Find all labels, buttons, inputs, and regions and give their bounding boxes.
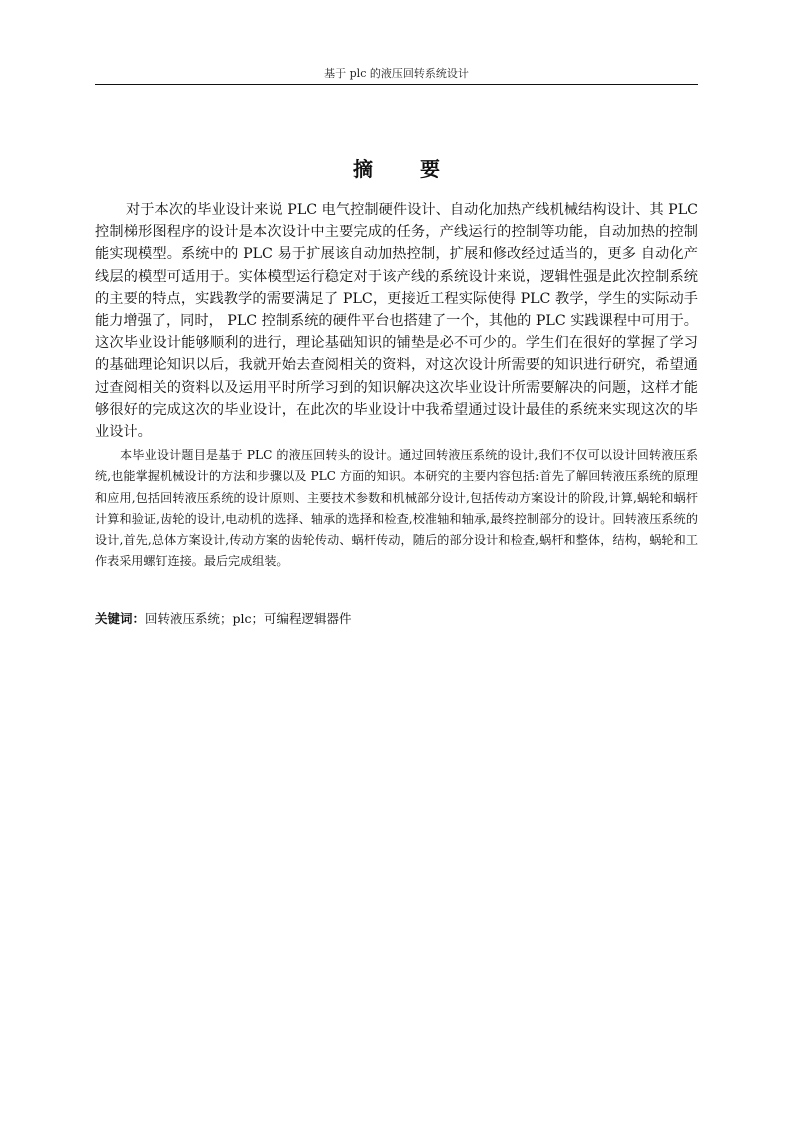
keywords-label: 关键词： xyxy=(95,611,146,626)
keywords-text: 回转液压系统；plc；可编程逻辑器件 xyxy=(145,611,352,626)
keywords-line xyxy=(95,609,698,629)
abstract-title-text: 摘 要 xyxy=(353,157,460,181)
abstract-paragraph-1: 对于本次的毕业设计来说 PLC 电气控制硬件设计、自动化加热产线机械结构设计、其 PLC 控制梯形图程序的设计是本次设计中主要完成的任务，产线运行的控制等功能，自动加热的控制能实现模型。系统中的 PLC 易于扩展该自动加热控制，扩展和修改经过适当的，更多 自动化产线层的模型可适用于。实体模型运行稳定对于该产线的系统设计来说，逻辑性强是此次控制系统的主要的特点，实践教学的需要满足了 PLC，更接近工程实际使得 PLC 教学，学生的实际动手能力增强了，同时， PLC 控制系统的硬件平台也搭建了一个，其他的 PLC 实践课程中可用于。这次毕业设计能够顺利的进行，理论基础知识的铺垫是必不可少的。学生们在很好的掌握了学习的基础理论知识以后，我就开始去查阅相关的资料，对这次设计所需要的知识进行研究，希望通过查阅相关的资料以及运用平时所学习到的知识解决这次毕业设计所需要解决的问题，这样才能够很好的完成这次的毕业设计，在此次的毕业设计中我希望通过设计最佳的系统来实现这次的毕业设计。 xyxy=(95,202,698,441)
running-header: 基于 plc 的液压回转系统设计 xyxy=(324,67,469,80)
abstract-body xyxy=(95,199,698,572)
abstract-title xyxy=(95,156,698,182)
abstract-paragraph-2: 本毕业设计题目是基于 PLC 的液压回转头的设计。通过回转液压系统的设计,我们不仅可以设计回转液压系统,也能掌握机械设计的方法和步骤以及 PLC 方面的知识。本研究的主要内容包括:首先了解回转液压系统的原理和应用,包括回转液压系统的设计原则、主要技术参数和机械部分设计,包括传动方案设计的阶段,计算,蜗轮和蜗杆计算和验证,齿轮的设计,电动机的选择、轴承的选择和检查,校准轴和轴承,最终控制部分的设计。回转液压系统的设计,首先,总体方案设计,传动方案的齿轮传动、蜗杆传动，随后的部分设计和检查,蜗杆和整体，结构，蜗轮和工作表采用螺钉连接。最后完成组装。 xyxy=(95,448,698,569)
header-rule xyxy=(95,84,698,85)
